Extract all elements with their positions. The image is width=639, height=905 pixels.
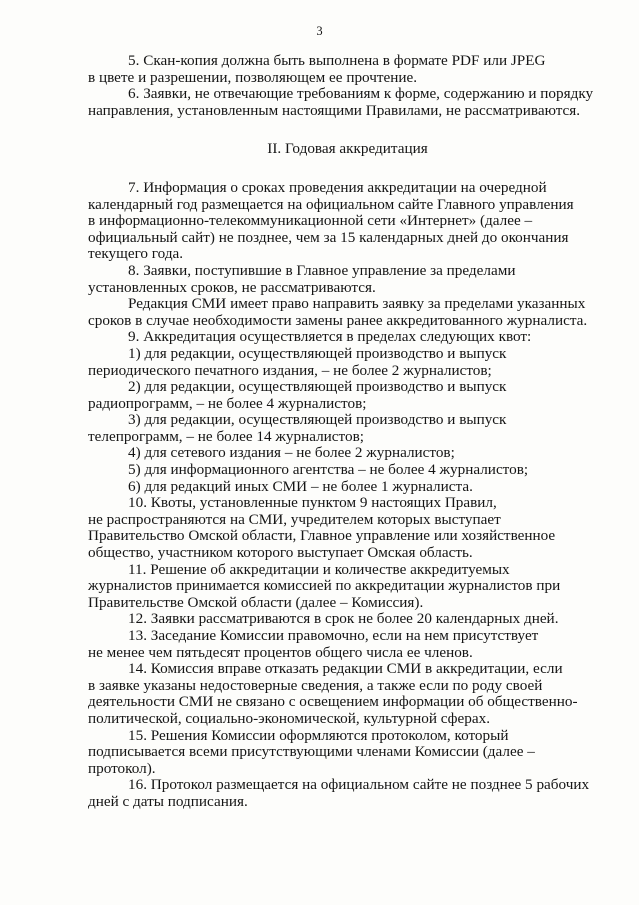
paragraph-9: 9. Аккредитация осуществляется в пределах следующих квот: [128, 328, 532, 346]
section-heading: II. Годовая аккредитация [267, 140, 428, 158]
quota-item-5: 5) для информационного агентства – не более 4 журналистов; [128, 461, 529, 479]
quota-item-3: 3) для редакции, осуществляющей производство и выпуск телепрограмм, – не более 14 журналистов; [88, 411, 507, 445]
page-number: 3 [316, 24, 323, 38]
quota-item-1: 1) для редакции, осуществляющей производство и выпуск периодического печатного издания, – не более 2 журналистов; [88, 344, 507, 379]
paragraph-6: 6. Заявки, не отвечающие требованиям к форме, содержанию и порядку направления, установленным настоящими Правилами, не рассматриваются. [88, 85, 594, 119]
paragraph-10: 10. Квоты, установленные пунктом 9 настоящих Правил, не распространяются на СМИ, учредителем которых выступает Правительство Омской области, Главное управление или хозяйственное общество, участником которого выступает Омская область. [88, 494, 556, 562]
paragraph-12: 12. Заявки рассматриваются в срок не более 20 календарных дней. [128, 610, 559, 628]
quota-item-4: 4) для сетевого издания – не более 2 журналистов; [128, 444, 455, 462]
paragraph-8-note: Редакция СМИ имеет право направить заявку за пределами указанных сроков в случае необходимости замены ранее аккредитованного журналиста. [88, 295, 588, 329]
paragraph-11: 11. Решение об аккредитации и количестве аккредитуемых журналистов принимается комиссией по аккредитации журналистов при Правительстве Омской области (далее – Комиссия). [88, 560, 561, 611]
document-body [88, 53, 607, 811]
paragraph-13: 13. Заседание Комиссии правомочно, если на нем присутствует не менее чем пятьдесят процентов общего числа ее членов. [88, 627, 539, 661]
paragraph-15: 15. Решения Комиссии оформляются протоколом, который подписывается всеми присутствующими членами Комиссии (далее – протокол). [88, 726, 535, 777]
paragraph-5: 5. Скан-копия должна быть выполнена в формате PDF или JPEG в цвете и разрешении, позволяющем ее прочтение. [88, 52, 546, 86]
paragraph-14: 14. Комиссия вправе отказать редакции СМИ в аккредитации, если в заявке указаны недостоверные сведения, а также если по роду своей деятельности СМИ не связано с освещением информации об общественно- политической, социально-экономической, культурной сферах. [88, 660, 578, 727]
paragraph-8: 8. Заявки, поступившие в Главное управление за пределами установленных сроков, не рассматриваются. [88, 261, 516, 296]
quota-item-6: 6) для редакций иных СМИ – не более 1 журналиста. [128, 477, 473, 495]
paragraph-16: 16. Протокол размещается на официальном сайте не позднее 5 рабочих дней с даты подписания. [88, 776, 590, 810]
paragraph-7: 7. Информация о сроках проведения аккредитации на очередной календарный год размещается на официальном сайте Главного управления в информационно-телекоммуникационной сети «Интернет» (далее – официальный сайт) не позднее, чем за 15 календарных дней до окончания текущего года. [88, 178, 574, 263]
quota-item-2: 2) для редакции, осуществляющей производство и выпуск радиопрограмм, – не более 4 журналистов; [88, 378, 507, 412]
